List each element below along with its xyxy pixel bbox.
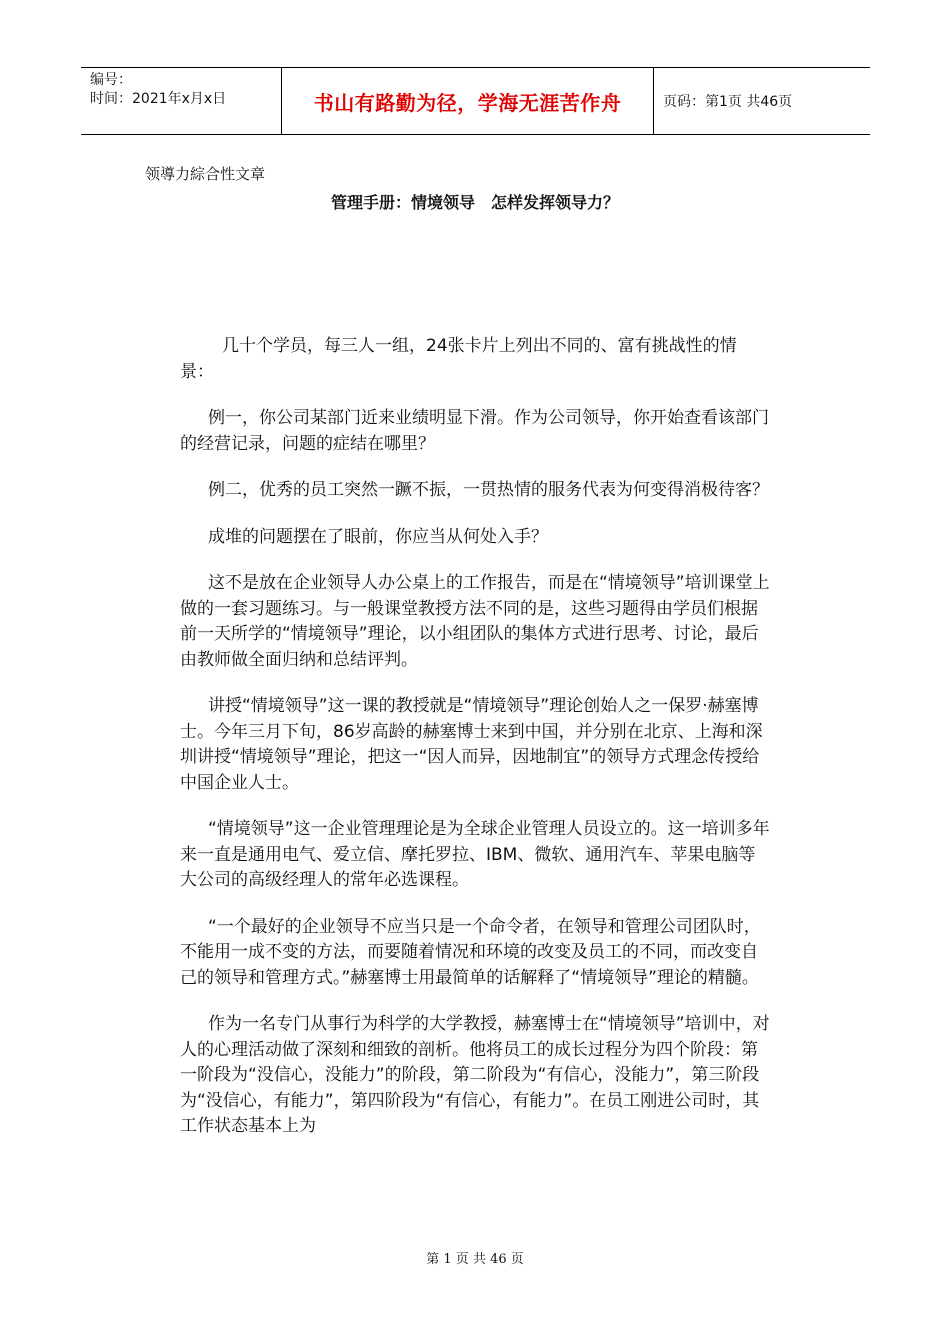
paragraph: 几十个学员，每三人一组，24张卡片上列出不同的、富有挑战性的情景： <box>180 336 737 382</box>
page-footer: 第 1 页 共 46 页 <box>426 1252 524 1267</box>
paragraph: 例二，优秀的员工突然一蹶不振，一贯热情的服务代表为何变得消极待客？ <box>208 480 769 500</box>
paragraph: “一个最好的企业领导不应当只是一个命令者，在领导和管理公司团队时，不能用一成不变的方法，而要随着情况和环境的改变及员工的不同，而改变自己的领导和管理方式。”赫塞博士用最简单的话解释了“情境领导”理论的精髓。 <box>180 916 761 988</box>
time-label: 时间：2021年x月x日 <box>90 91 227 107</box>
number-label: 编号： <box>90 72 132 88</box>
document-body <box>180 334 770 1161</box>
page-code: 页码：第1页 共46页 <box>663 94 793 110</box>
motto: 书山有路勤为径，学海无涯苦作舟 <box>281 68 654 134</box>
document-category: 领導力綜合性文章 <box>145 165 266 183</box>
paragraph: 例一，你公司某部门近来业绩明显下滑。作为公司领导，你开始查看该部门的经营记录，问题的症结在哪里？ <box>180 408 769 454</box>
paragraph: 成堆的问题摆在了眼前，你应当从何处入手？ <box>208 526 548 547</box>
paragraph: 讲授“情境领导”这一课的教授就是“情境领导”理论创始人之一保罗·赫塞博士。今年三月下旬，86岁高龄的赫塞博士来到中国，并分别在北京、上海和深圳讲授“情境领导”理论，把这一“因人而异，因地制宜”的领导方式理念传授给中国企业人士。 <box>180 696 763 793</box>
document-title: 管理手册：情境领导 怎样发挥领导力？ <box>330 193 619 212</box>
paragraph: “情境领导”这一企业管理理论是为全球企业管理人员设立的。这一培训多年来一直是通用电气、爱立信、摩托罗拉、IBM、微软、通用汽车、苹果电脑等大公司的高级经理人的常年必选课程。 <box>180 819 770 890</box>
header-left-cell <box>81 68 281 134</box>
paragraph: 作为一名专门从事行为科学的大学教授，赫塞博士在“情境领导”培训中，对人的心理活动做了深刻和细致的剖析。他将员工的成长过程分为四个阶段：第一阶段为“没信心，没能力”的阶段，第二阶段为“有信心，没能力”，第三阶段为“没信心，有能力”，第四阶段为“有信心，有能力”。在员工刚进公司时，其工作状态基本上为 <box>180 1014 770 1136</box>
paragraph: 这不是放在企业领导人办公桌上的工作报告，而是在“情境领导”培训课堂上做的一套习题练习。与一般课堂教授方法不同的是，这些习题得由学员们根据前一天所学的“情境领导”理论，以小组团队的集体方式进行思考、讨论，最后由教师做全面归纳和总结评判。 <box>180 573 770 670</box>
document-header-table <box>81 67 870 135</box>
